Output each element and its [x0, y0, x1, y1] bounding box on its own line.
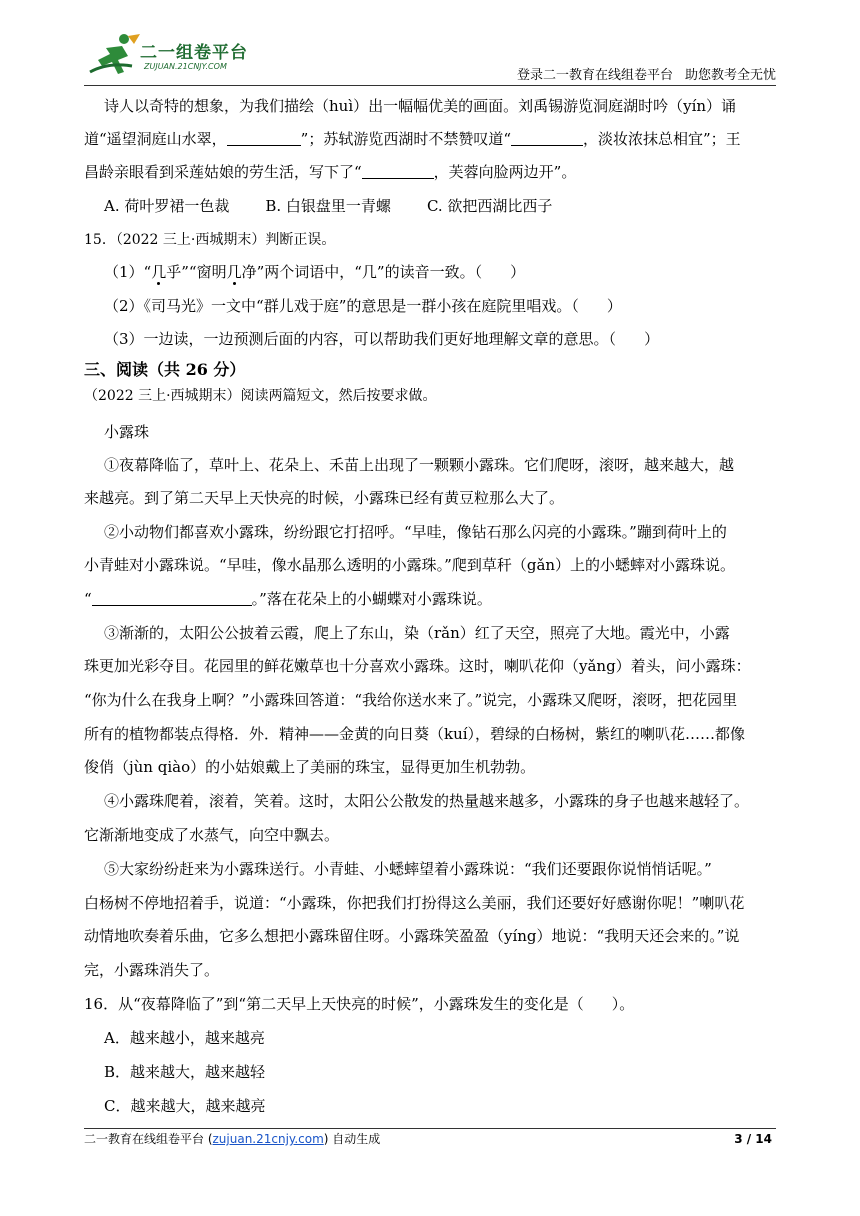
logo-subtext: ZUJUAN.21CNJY.COM: [144, 62, 227, 71]
page-header: [84, 30, 776, 86]
story-paragraph-line: 来越亮。到了第二天早上天快亮的时候，小露珠已经有黄豆粒那么大了。: [84, 489, 565, 507]
option-b[interactable]: B. 白银盘里一青螺: [265, 197, 391, 215]
question-15-title: 15．（2022 三上·西城期末）判断正误。: [84, 232, 336, 248]
story-paragraph-line: “ 。”落在花朵上的小蝴蝶对小露珠说。: [84, 590, 492, 608]
story-paragraph-line: ②小动物们都喜欢小露珠，纷纷跟它打招呼。“早哇，像钻石那么闪亮的小露珠。”蹦到荷叶上的: [104, 523, 727, 541]
option-a[interactable]: A. 荷叶罗裙一色裁: [104, 197, 230, 215]
q16-option-b[interactable]: B．越来越大，越来越轻: [104, 1063, 266, 1081]
story-paragraph-line: ④小露珠爬着，滚着，笑着。这时，太阳公公散发的热量越来越多，小露珠的身子也越来越轻了。: [104, 792, 750, 810]
q16-option-a[interactable]: A．越来越小，越来越亮: [104, 1029, 265, 1047]
header-slogan: [517, 64, 776, 83]
story-paragraph-line: “你为什么在我身上啊？”小露珠回答道：“我给你送水来了。”说完，小露珠又爬呀，滚呀，把花园里: [84, 691, 738, 709]
story-paragraph-line: 珠更加光彩夺目。花园里的鲜花嫩草也十分喜欢小露珠。这时，喇叭花仰（yǎng）着头，问小露珠：: [84, 657, 751, 675]
answer-blank[interactable]: [511, 129, 583, 146]
poem-options: [104, 196, 552, 216]
q16-option-c[interactable]: C．越来越大，越来越亮: [104, 1097, 266, 1115]
story-paragraph-line: 小青蛙对小露珠说。“早哇，像水晶那么透明的小露珠。”爬到草秆（gǎn）上的小蟋蟀对小露珠说。: [84, 556, 736, 574]
story-paragraph-line: ⑤大家纷纷赶来为小露珠送行。小青蛙、小蟋蟀望着小露珠说：“我们还要跟你说悄悄话呢。”: [104, 860, 712, 878]
story-paragraph-line: 所有的植物都装点得格．外．精神——金黄的向日葵（kuí），碧绿的白杨树，紫红的喇叭花……都像: [84, 725, 746, 743]
story-paragraph-line: ③渐渐的，太阳公公披着云霞，爬上了东山，染（rǎn）红了天空，照亮了大地。霞光中，小露: [104, 624, 730, 642]
story-paragraph-line: 白杨树不停地招着手，说道：“小露珠，你把我们打扮得这么美丽，我们还要好好感谢你呢！”喇叭花: [84, 894, 745, 912]
q15-item-1: （1）“几乎”“窗明几净”两个词语中，“几”的读音一致。（ ）: [104, 263, 526, 281]
story-paragraph-line: 动情地吹奏着乐曲，它多么想把小露珠留住呀。小露珠笑盈盈（yíng）地说：“我明天还会来的。”说: [84, 927, 740, 945]
story-title: 小露珠: [104, 423, 150, 441]
story-paragraph-line: ①夜幕降临了，草叶上、花朵上、禾苗上出现了一颗颗小露珠。它们爬呀，滚呀，越来越大，越: [104, 456, 735, 474]
option-c[interactable]: C. 欲把西湖比西子: [426, 197, 553, 215]
section-intro: （2022 三上·西城期末）阅读两篇短文，然后按要求做。: [84, 388, 437, 404]
logo-text: 二一组卷平台: [140, 43, 248, 63]
page-number: 3 / 14: [734, 1132, 772, 1146]
footer-source: 二一教育在线组卷平台 (zujuan.21cnjy.com) 自动生成: [84, 1132, 381, 1146]
poem-paragraph-line: 诗人以奇特的想象，为我们描绘（huì）出一幅幅优美的画面。刘禹锡游览洞庭湖时吟（yín）诵: [104, 97, 737, 115]
header-login-text[interactable]: 登录二一教育在线组卷平台: [516, 68, 673, 83]
story-paragraph-line: 俊俏（jùn qiào）的小姑娘戴上了美丽的珠宝，显得更加生机勃勃。: [84, 758, 536, 776]
section-heading: 三、阅读（共 26 分）: [84, 360, 246, 379]
runner-logo-icon: [88, 32, 142, 78]
story-paragraph-line: 它渐渐地变成了水蒸气，向空中飘去。: [84, 826, 340, 844]
header-slogan-text: 助您教考全无忧: [684, 68, 776, 83]
answer-blank[interactable]: [362, 162, 434, 179]
q15-item-2: （2）《司马光》一文中“群儿戏于庭”的意思是一群小孩在庭院里唱戏。（ ）: [104, 297, 622, 315]
question-16-title: 16．从“夜幕降临了”到“第二天早上天快亮的时候”，小露珠发生的变化是（ ）。: [84, 995, 635, 1013]
page-footer: [84, 1128, 776, 1153]
answer-blank[interactable]: [92, 589, 252, 606]
poem-paragraph-line: 昌龄亲眼看到采莲姑娘的劳生活，写下了“ ，芙蓉向脸两边开”。: [84, 163, 577, 181]
story-paragraph-line: 完，小露珠消失了。: [84, 961, 220, 979]
footer-link[interactable]: zujuan.21cnjy.com: [212, 1132, 324, 1146]
poem-paragraph-line: 道“遥望洞庭山水翠， ”；苏轼游览西湖时不禁赞叹道“ ，淡妆浓抹总相宜”；王: [84, 130, 741, 148]
answer-blank[interactable]: [227, 129, 301, 146]
zujuan-logo[interactable]: [88, 32, 288, 80]
q15-item-3: （3）一边读，一边预测后面的内容，可以帮助我们更好地理解文章的意思。（ ）: [104, 330, 660, 348]
